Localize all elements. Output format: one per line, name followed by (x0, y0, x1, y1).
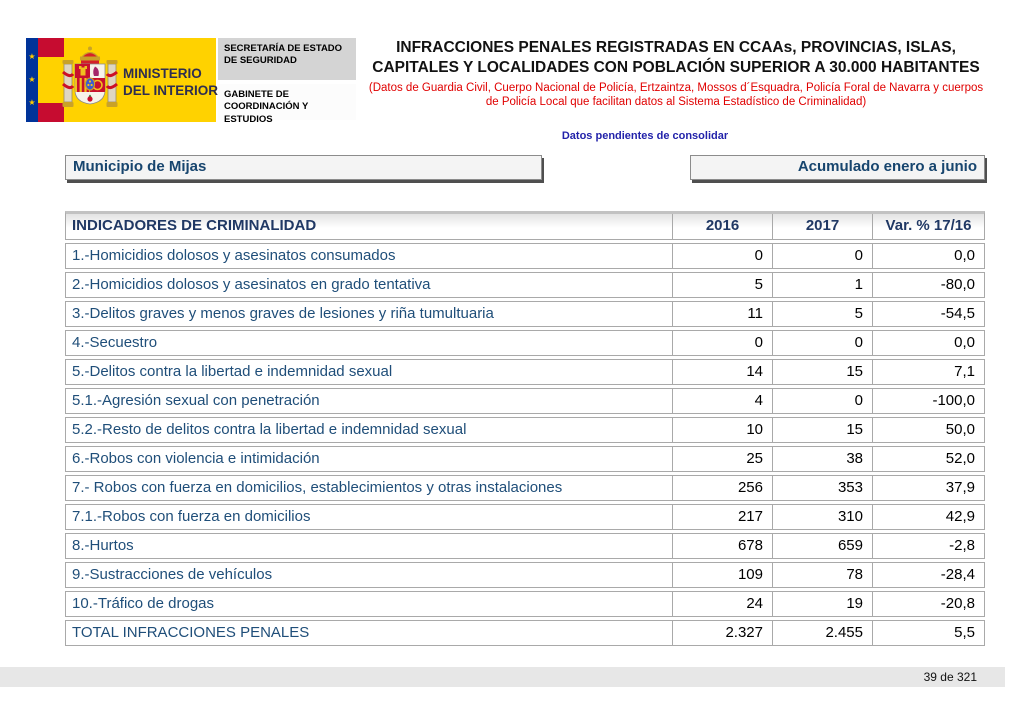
indicator-label: 1.-Homicidios dolosos y asesinatos consumados (72, 247, 396, 264)
column-header-variation: Var. % 17/16 (872, 214, 984, 239)
page-indicator-bar (0, 667, 1005, 687)
value-variation: -100,0 (872, 389, 984, 413)
table-row (65, 417, 985, 443)
eu-star-icon: ★ (28, 98, 36, 107)
value-2017: 310 (772, 505, 872, 529)
value-2016: 10 (672, 418, 772, 442)
value-variation: 50,0 (872, 418, 984, 442)
table-row (65, 243, 985, 269)
ministry-logo (26, 38, 219, 122)
value-2016: 24 (672, 592, 772, 616)
spain-flag-red-band (38, 103, 64, 122)
value-variation: 37,9 (872, 476, 984, 500)
spain-coat-of-arms-icon (62, 44, 118, 121)
value-2016: 25 (672, 447, 772, 471)
ministry-name: MINISTERIO DEL INTERIOR (123, 66, 219, 98)
total-variation: 5,5 (872, 621, 984, 645)
value-variation: -2,8 (872, 534, 984, 558)
indicator-label: 9.-Sustracciones de vehículos (72, 566, 273, 583)
gabinete-box: GABINETE DE COORDINACIÓN Y ESTUDIOS (218, 84, 356, 120)
indicator-label: 4.-Secuestro (72, 334, 158, 351)
indicator-label: 3.-Delitos graves y menos graves de lesiones y riña tumultuaria (72, 305, 494, 322)
total-2017: 2.455 (772, 621, 872, 645)
value-2017: 0 (772, 331, 872, 355)
value-2016: 0 (672, 331, 772, 355)
document-subtitle: (Datos de Guardia Civil, Cuerpo Nacional de Policía, Ertzaintza, Mossos d´Esquadra, Policía Foral de Navarra y cuerpos de Policía Local que facilitan datos al Sistema Estadístico de Criminalidad) (368, 82, 984, 108)
pending-consolidation-note: Datos pendientes de consolidar (561, 130, 729, 142)
value-2016: 256 (672, 476, 772, 500)
value-2017: 38 (772, 447, 872, 471)
value-2016: 11 (672, 302, 772, 326)
value-variation: 0,0 (872, 331, 984, 355)
value-variation: -28,4 (872, 563, 984, 587)
table-row (65, 330, 985, 356)
total-2016: 2.327 (672, 621, 772, 645)
indicator-label: 6.-Robos con violencia e intimidación (72, 450, 320, 467)
table-row (65, 388, 985, 414)
value-2016: 14 (672, 360, 772, 384)
value-2017: 78 (772, 563, 872, 587)
value-2017: 353 (772, 476, 872, 500)
value-2016: 5 (672, 273, 772, 297)
total-label: TOTAL INFRACCIONES PENALES (72, 624, 310, 641)
value-variation: 7,1 (872, 360, 984, 384)
indicator-label: 5.2.-Resto de delitos contra la libertad e indemnidad sexual (72, 421, 467, 438)
table-total-row (65, 620, 985, 646)
eu-flag-strip (26, 38, 38, 122)
value-2016: 217 (672, 505, 772, 529)
value-2017: 15 (772, 360, 872, 384)
eu-star-icon: ★ (28, 75, 36, 84)
table-body (65, 243, 985, 617)
table-row (65, 591, 985, 617)
column-header-indicator: INDICADORES DE CRIMINALIDAD (72, 217, 317, 234)
crime-indicators-table (65, 211, 985, 649)
value-2017: 1 (772, 273, 872, 297)
column-header-2017: 2017 (772, 214, 872, 239)
indicator-label: 10.-Tráfico de drogas (72, 595, 215, 612)
table-header-row (65, 211, 985, 240)
spain-flag-red-band (38, 38, 64, 57)
value-2016: 0 (672, 244, 772, 268)
indicator-label: 7.- Robos con fuerza en domicilios, establecimientos y otras instalaciones (72, 479, 563, 496)
table-row (65, 359, 985, 385)
table-row (65, 533, 985, 559)
eu-star-icon: ★ (28, 52, 36, 61)
value-variation: -80,0 (872, 273, 984, 297)
period-selector-bar: Acumulado enero a junio (690, 155, 985, 180)
value-variation: 42,9 (872, 505, 984, 529)
indicator-label: 8.-Hurtos (72, 537, 134, 554)
municipality-selector-bar: Municipio de Mijas (65, 155, 542, 180)
indicator-label: 5.1.-Agresión sexual con penetración (72, 392, 320, 409)
value-2017: 0 (772, 389, 872, 413)
value-2016: 109 (672, 563, 772, 587)
value-2017: 659 (772, 534, 872, 558)
value-2017: 15 (772, 418, 872, 442)
value-2017: 19 (772, 592, 872, 616)
value-variation: -54,5 (872, 302, 984, 326)
table-row (65, 562, 985, 588)
indicator-label: 2.-Homicidios dolosos y asesinatos en grado tentativa (72, 276, 431, 293)
table-row (65, 504, 985, 530)
value-2016: 678 (672, 534, 772, 558)
table-row (65, 272, 985, 298)
page-indicator: 39 de 321 (923, 670, 977, 684)
column-header-2016: 2016 (672, 214, 772, 239)
value-2017: 5 (772, 302, 872, 326)
value-variation: 52,0 (872, 447, 984, 471)
value-variation: -20,8 (872, 592, 984, 616)
secretaria-box: SECRETARÍA DE ESTADO DE SEGURIDAD (218, 38, 356, 80)
indicator-label: 5.-Delitos contra la libertad e indemnidad sexual (72, 363, 393, 380)
document-title: INFRACCIONES PENALES REGISTRADAS EN CCAAs, PROVINCIAS, ISLAS, CAPITALES Y LOCALIDADES CON POBLACIÓN SUPERIOR A 30.000 HABITANTES (372, 39, 980, 76)
indicator-label: 7.1.-Robos con fuerza en domicilios (72, 508, 311, 525)
table-row (65, 301, 985, 327)
table-row (65, 475, 985, 501)
value-variation: 0,0 (872, 244, 984, 268)
table-row (65, 446, 985, 472)
value-2017: 0 (772, 244, 872, 268)
value-2016: 4 (672, 389, 772, 413)
